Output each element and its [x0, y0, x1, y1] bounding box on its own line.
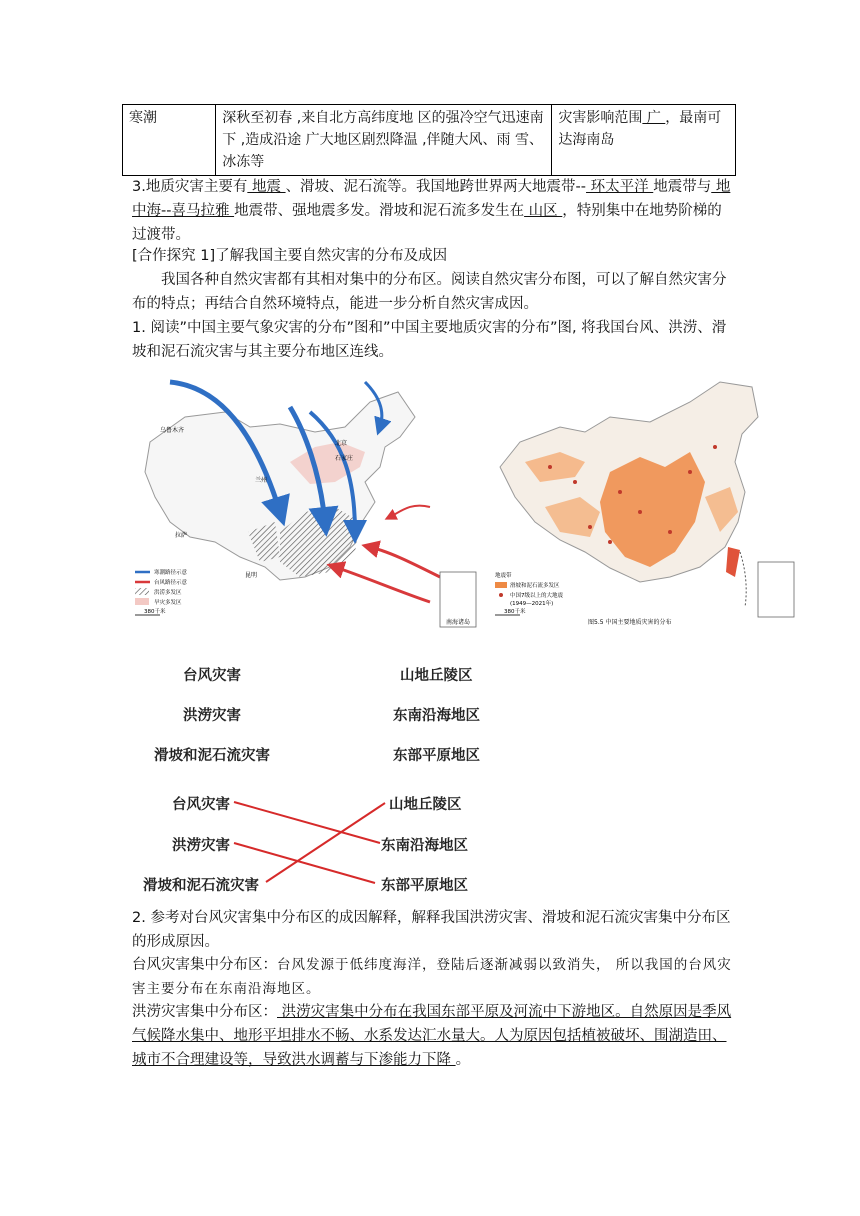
- place-label: 北京: [335, 440, 348, 447]
- match-right-item: 东南沿海地区: [393, 708, 480, 724]
- match-left-item: 洪涝灾害: [172, 838, 230, 854]
- geo-text-1: 3.地质灾害主要有: [132, 179, 248, 195]
- geo-answer-3: 地中海--喜马拉雅: [132, 179, 731, 219]
- question-1: 1. 阅读”中国主要气象灾害的分布”图和”中国主要地质灾害的分布”图, 将我国台风、洪涝、滑坡和泥石流灾害与其主要分布地区连线。: [132, 320, 727, 360]
- flood-explanation: [132, 1000, 732, 1072]
- legend-item: 台风路径示意: [154, 580, 188, 586]
- map-caption: 图5.5 中国主要地质灾害的分布: [588, 619, 672, 626]
- legend-title: 地震带: [495, 573, 512, 579]
- table-cell-name: 寒潮: [123, 105, 216, 176]
- scale-label: 380千米: [144, 609, 166, 615]
- match-right-item: 东南沿海地区: [381, 838, 468, 854]
- explore-title: [合作探究 1]了解我国主要自然灾害的分布及成因: [132, 248, 448, 264]
- match-left-item: 台风灾害: [172, 797, 230, 813]
- geo-answer-1: 地震: [247, 179, 286, 195]
- match-right-item: 东部平原地区: [381, 878, 468, 894]
- geo-text-3: 地震带与: [653, 179, 712, 195]
- match-right-item: 山地丘陵区: [400, 668, 473, 684]
- typhoon-text: 台风发源于低纬度海洋，登陆后逐渐减弱以致消失， 所以我国的台风灾害主要分布在东南沿海地区。: [132, 957, 732, 997]
- question-2: 2. 参考对台风灾害集中分布区的成因解释，解释我国洪涝灾害、滑坡和泥石流灾害集中分布区的形成原因。: [132, 910, 731, 950]
- legend-item: 寒潮路径示意: [154, 570, 188, 576]
- place-label: 石家庄: [335, 455, 354, 462]
- legend-item: 中国7级以上的大地震: [510, 593, 563, 599]
- legend-item: 洪涝多发区: [154, 590, 182, 596]
- match-line: [234, 802, 380, 843]
- match-left-item: 滑坡和泥石流灾害: [143, 878, 259, 894]
- match-right-item: 东部平原地区: [393, 748, 480, 764]
- match-right-item: 山地丘陵区: [389, 797, 462, 813]
- scope-suffix: ，最南可达海南岛: [558, 110, 722, 148]
- geo-text-4: 地震带、强地震多发。滑坡和泥石流多发生在: [234, 203, 525, 219]
- match-left-item: 台风灾害: [183, 668, 241, 684]
- match-line: [266, 803, 385, 882]
- flood-answer: 洪涝灾害集中分布在我国东部平原及河流中下游地区。自然原因是季风气候降水集中、地形平坦排水不畅、水系发达汇水量大。人为原因包括植被破坏、围湖造田、城市不合理建设等，导致洪水调蓄与下渗能力下降: [132, 1004, 732, 1068]
- place-label: 昆明: [245, 572, 258, 579]
- legend-item: (1949—2021年): [510, 601, 554, 607]
- geo-answer-4: 山区: [524, 203, 563, 219]
- match-left-item: 洪涝灾害: [183, 708, 241, 724]
- geo-text-2: 、滑坡、泥石流等。我国地跨世界两大地震带--: [285, 179, 587, 195]
- flood-end: 。: [455, 1052, 471, 1068]
- geo-text-5: ，特别集中在地势阶梯的过渡带。: [132, 203, 722, 243]
- scale-label: 380千米: [504, 609, 526, 615]
- geo-answer-2: 环太平洋: [586, 179, 654, 195]
- flood-label: 洪涝灾害集中分布区：: [132, 1004, 277, 1020]
- table-cell-description: 深秋至初春 ,来自北方高纬度地 区的强冷空气迅速南下 ,造成沿途 广大地区剧烈降温 ,伴随大风、雨 雪、冰冻等: [216, 105, 552, 176]
- typhoon-explanation: [132, 953, 732, 1001]
- place-label: 拉萨: [175, 532, 188, 539]
- inset-label: 南海诸岛: [445, 619, 471, 626]
- typhoon-label: 台风灾害集中分布区：: [132, 957, 277, 973]
- place-label: 兰州: [255, 477, 268, 484]
- place-label: 乌鲁木齐: [160, 427, 185, 434]
- scope-answer: 广: [642, 110, 666, 126]
- explore-intro: 我国各种自然灾害都有其相对集中的分布区。阅读自然灾害分布图，可以了解自然灾害分布的特点；再结合自然环境特点，能进一步分析自然灾害成因。: [132, 272, 727, 312]
- legend-item: 滑坡和泥石流多发区: [510, 583, 560, 589]
- scope-prefix: 灾害影响范围: [558, 110, 643, 126]
- legend-item: 旱灾多发区: [154, 600, 182, 606]
- match-left-item: 滑坡和泥石流灾害: [154, 748, 270, 764]
